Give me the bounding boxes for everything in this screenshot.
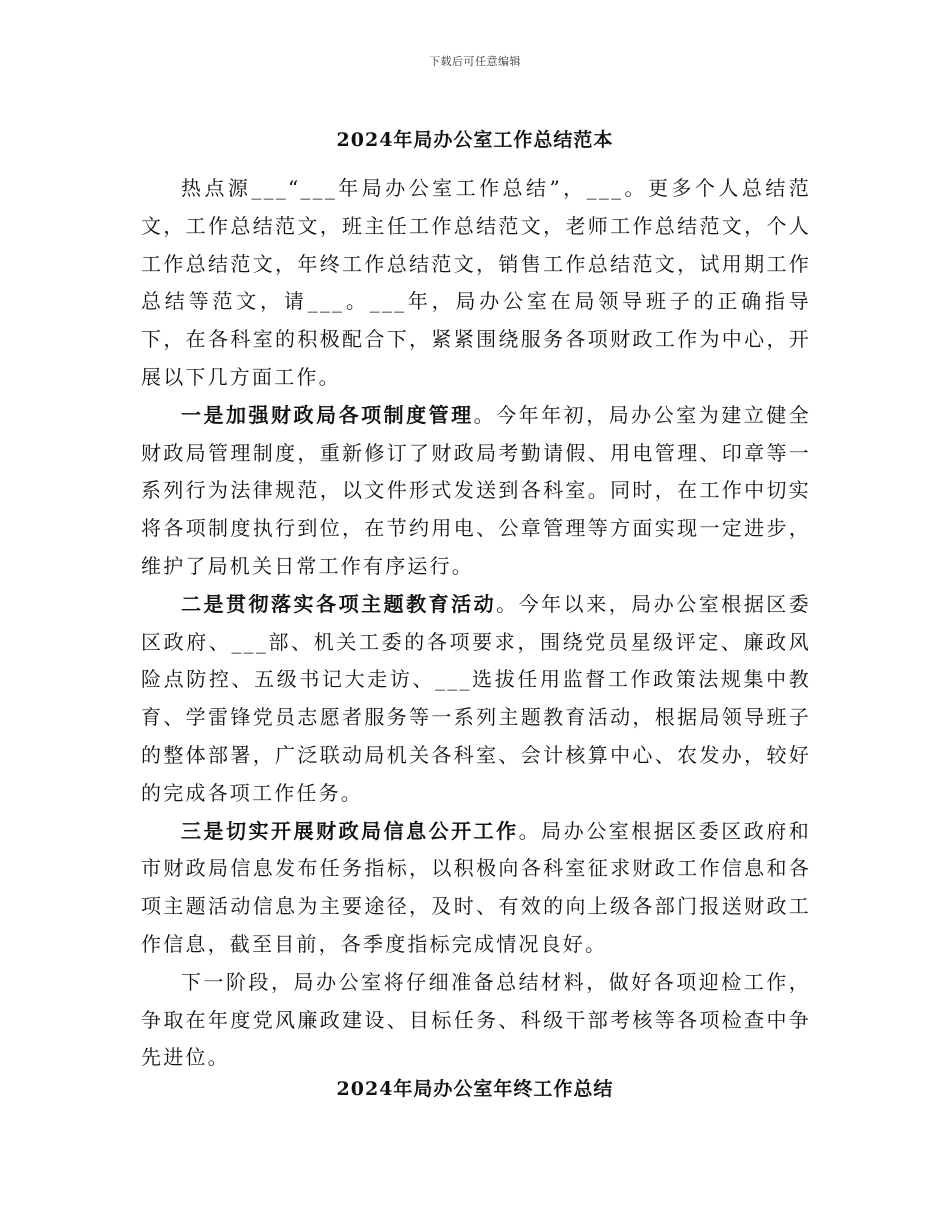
paragraph-item-3-lead: 三是切实开展财政局信息公开工作	[181, 818, 519, 843]
paragraph-item-3	[141, 813, 811, 964]
paragraph-item-1-text: 。今年年初，局办公室为建立健全财政局管理制度，重新修订了财政局考勤请假、用电管理、印章等一系列行为法律规范，以文件形式发送到各科室。同时，在工作中切实将各项制度执行到位，在节约用电、公章管理等方面实现一定进步，维护了局机关日常工作有序运行。	[141, 402, 811, 578]
document-body	[141, 170, 811, 1077]
paragraph-next-stage-text: 下一阶段，局办公室将仔细准备总结材料，做好各项迎检工作，争取在年度党风廉政建设、目标任务、科级干部考核等各项检查中争先进位。	[141, 969, 811, 1070]
document-title: 2024年局办公室工作总结范本	[336, 129, 614, 151]
paragraph-next-stage	[141, 964, 811, 1077]
paragraph-item-3-text: 。局办公室根据区委区政府和市财政局信息发布任务指标，以积极向各科室征求财政工作信息和各项主题活动信息为主要途径，及时、有效的向上级各部门报送财政工作信息，截至目前，各季度指标完成情况良好。	[141, 818, 812, 956]
page-header-note: 下载后可任意编辑	[429, 55, 521, 68]
paragraph-intro	[141, 170, 811, 397]
paragraph-item-2-text: 。今年以来，局办公室根据区委区政府、___部、机关工委的各项要求，围绕党员星级评定、廉政风险点防控、五级书记大走访、___选拔任用监督工作政策法规集中教育、学雷锋党员志愿者服务等一系列主题教育活动，根据局领导班子的整体部署，广泛联动局机关各科室、会计核算中心、农发办，较好的完成各项工作任务。	[141, 591, 811, 805]
paragraph-intro-text: 热点源___“___年局办公室工作总结”，___。更多个人总结范文，工作总结范文，班主任工作总结范文，老师工作总结范文，个人工作总结范文，年终工作总结范文，销售工作总结范文，试用期工作总结等范文，请___。___年，局办公室在局领导班子的正确指导下，在各科室的积极配合下，紧紧围绕服务各项财政工作为中心，开展以下几方面工作。	[141, 176, 811, 389]
paragraph-item-1	[141, 397, 811, 586]
paragraph-item-1-lead: 一是加强财政局各项制度管理	[181, 402, 474, 427]
paragraph-item-2-lead: 二是贯彻落实各项主题教育活动	[181, 591, 497, 616]
paragraph-item-2	[141, 586, 811, 813]
next-section-title: 2024年局办公室年终工作总结	[336, 1078, 614, 1100]
